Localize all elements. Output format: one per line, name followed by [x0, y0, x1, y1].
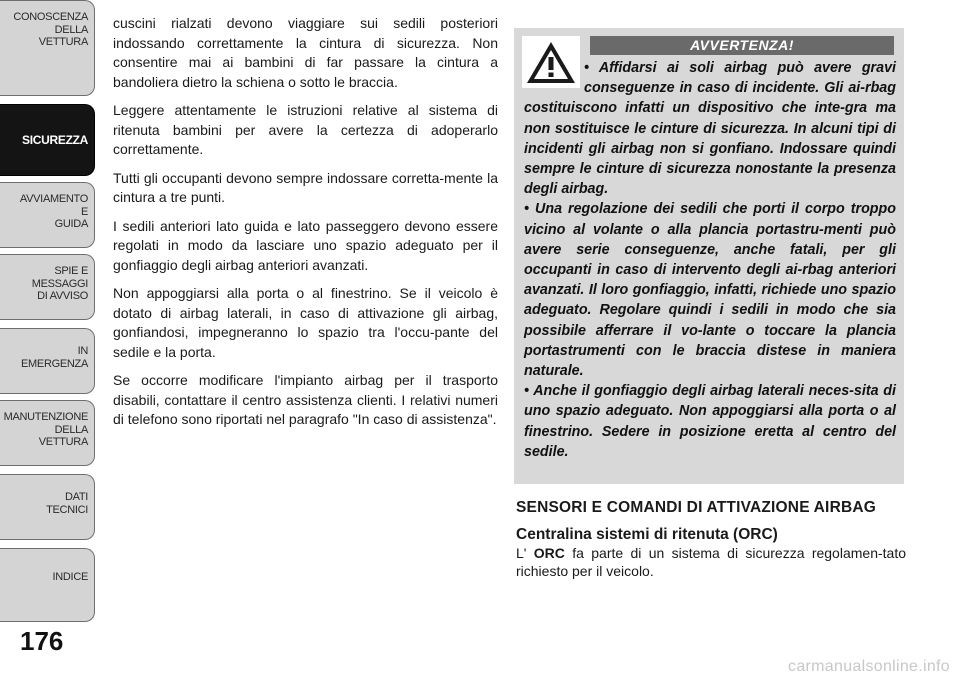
sidebar-tabs	[0, 0, 100, 625]
tab-line: VETTURA	[38, 436, 88, 448]
tab-line: MESSAGGI	[31, 277, 88, 290]
paragraph: Non appoggiarsi alla porta o al finestrino. Se il veicolo è dotato di airbag laterali, in caso di attivazione gli airbag, gonfiandosi, impegneranno lo spazio tra l'occu-pante del sedile e la porta.	[113, 285, 498, 360]
tab-line: IN	[77, 345, 88, 357]
tab-in-emergenza[interactable]	[0, 328, 95, 394]
tab-manutenzione-della-vettura[interactable]	[0, 400, 95, 466]
warning-bullet: • Una regolazione dei sedili che porti il corpo troppo vicino al volante o alla plancia portastru-menti può avere serie conseguenze, anche fatali, per gli occupanti in caso di intervento degli ai-rbag anteriori avanzati. Il loro gonfiaggio, infatti, richiede uno spazio adeguato. Regolare quindi i sedili in modo che sia possibile afferrare il vo-lante o toccare la plancia portastrumenti con le braccia distese in maniera naturale.	[524, 201, 896, 380]
paragraph: Leggere attentamente le istruzioni relative al sistema di ritenuta bambini per avere la certezza di adoperarlo correttamente.	[113, 102, 498, 157]
tab-line: VETTURA	[38, 36, 88, 48]
warning-box	[514, 28, 904, 484]
tab-line: SPIE E	[54, 265, 88, 277]
tab-line: DATI	[64, 491, 88, 503]
tab-line: GUIDA	[54, 218, 88, 230]
tab-dati-tecnici[interactable]	[0, 474, 95, 540]
tab-line: DELLA	[54, 23, 88, 36]
section-heading: SENSORI E COMANDI DI ATTIVAZIONE AIRBAG	[516, 499, 877, 516]
tab-line: EMERGENZA	[21, 357, 88, 370]
paragraph: I sedili anteriori lato guida e lato passeggero devono essere regolati in modo da lasciare uno spazio adeguato per il gonfiaggio degli airbag anteriori avanzati.	[113, 217, 498, 273]
tab-line: SICUREZZA	[22, 132, 88, 147]
tab-avviamento-e-guida[interactable]	[0, 182, 95, 248]
tab-sicurezza[interactable]	[0, 104, 95, 176]
watermark: carmanualsonline.info	[788, 658, 950, 675]
warning-bullet: • Affidarsi ai soli airbag può avere gravi conseguenze in caso di incidente. Gli ai-rbag costituiscono infatti un dispositivo che inte-gra ma non sostituisce le cinture di sicurezza. In alcuni tipi di incidenti gli airbag non si gonfiano. Indossare quindi sempre le cinture di sicurezza nonostante la presenza degli airbag.	[524, 60, 896, 198]
warning-bullet: • Anche il gonfiaggio degli airbag laterali neces-sita di uno spazio adeguato. Non appoggiarsi alla porta o al finestrino. Sedere in posizione eretta al centro del sedile.	[524, 383, 896, 460]
tab-line: DELLA	[54, 423, 88, 436]
tab-line: E	[80, 205, 88, 218]
warning-title: AVVERTENZA!	[590, 36, 894, 55]
right-column-text	[516, 498, 906, 580]
text-prefix: L'	[516, 545, 534, 561]
left-column-text	[113, 14, 498, 439]
warning-body	[524, 58, 896, 462]
paragraph: Tutti gli occupanti devono sempre indossare corretta-mente la cintura a tre punti.	[113, 169, 498, 205]
orc-paragraph	[516, 544, 906, 580]
tab-line: MANUTENZIONE	[3, 411, 88, 423]
tab-line: DI AVVISO	[37, 290, 88, 302]
tab-line: CONOSCENZA	[13, 11, 88, 23]
subsection-heading: Centralina sistemi di ritenuta (ORC)	[516, 526, 778, 543]
tab-line: TECNICI	[46, 503, 88, 516]
paragraph: Se occorre modificare l'impianto airbag per il trasporto disabili, contattare il centro assistenza clienti. I relativi numeri di telefono sono riportati nel paragrafo "In caso di assistenza".	[113, 372, 498, 427]
tab-line: INDICE	[52, 571, 88, 583]
tab-spie-e-messaggi[interactable]	[0, 254, 95, 320]
tab-conoscenza-della-vettura[interactable]	[0, 0, 95, 96]
tab-line: AVVIAMENTO	[19, 193, 88, 205]
page-number: 176	[20, 626, 64, 656]
text-rest: fa parte di un sistema di sicurezza regolamen-tato richiesto per il veicolo.	[516, 545, 906, 579]
tab-indice[interactable]	[0, 548, 95, 622]
orc-term: ORC	[533, 545, 565, 561]
paragraph: cuscini rialzati devono viaggiare sui sedili posteriori indossando correttamente la cintura di sicurezza. Non consentire mai ai bambini di far passare la cintura a bandoliera dietro la schiena o sotto le braccia.	[113, 15, 498, 90]
